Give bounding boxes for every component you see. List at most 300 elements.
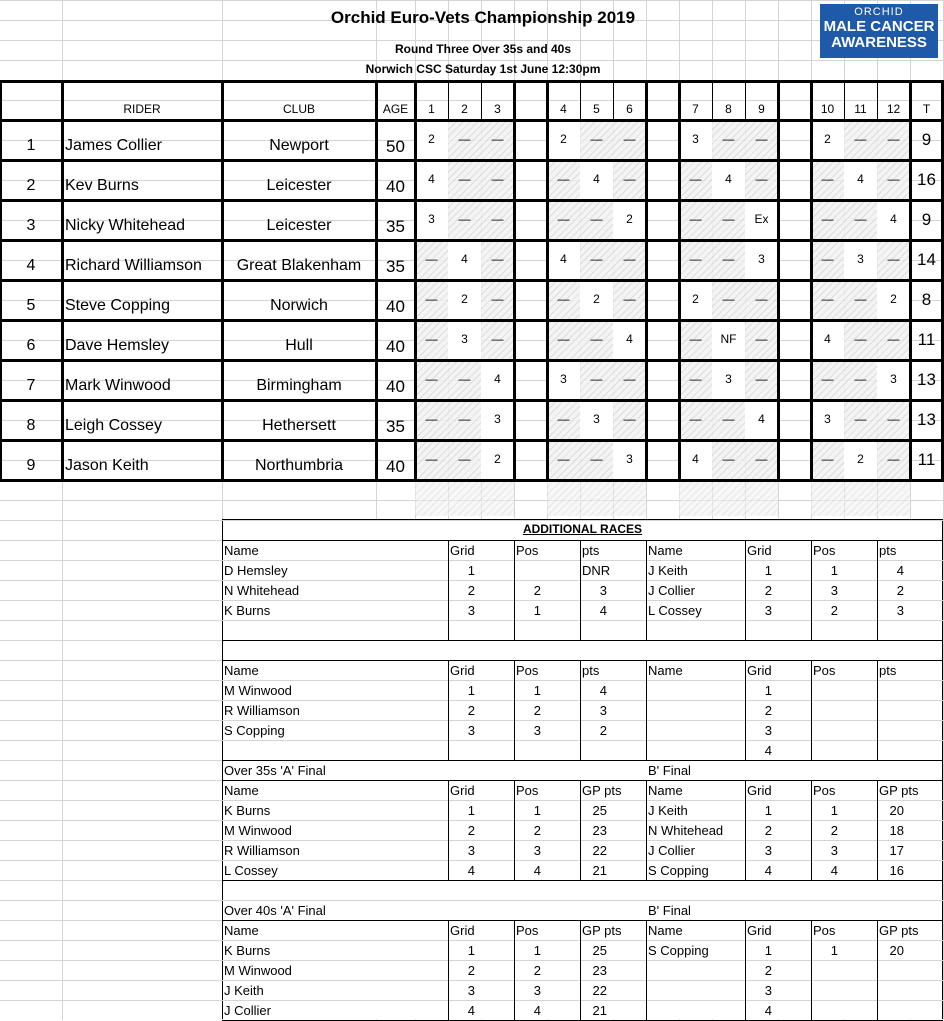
block-divider <box>646 920 647 1020</box>
col-pos: Pos <box>516 923 539 938</box>
rider-club: Norwich <box>270 297 328 314</box>
block-divider <box>646 660 647 760</box>
rider-club: Great Blakenham <box>236 257 362 274</box>
heat-group-shading-tail <box>547 480 646 516</box>
heat-result: — <box>689 372 702 386</box>
race-grid: 3 <box>467 603 475 618</box>
heat-result: 4 <box>461 252 468 266</box>
heat-divider <box>613 80 614 120</box>
col-pts: GP pts <box>582 783 622 798</box>
race-rider-name: D Hemsley <box>224 563 288 578</box>
race-grid: 1 <box>764 943 772 958</box>
race-grid: 1 <box>764 683 772 698</box>
header-heat-3: 3 <box>494 102 501 116</box>
heat-result: 2 <box>494 452 501 466</box>
heat-result: — <box>689 332 702 346</box>
table-border <box>0 80 2 481</box>
heat-result: — <box>755 332 768 346</box>
header-heat-9: 9 <box>758 102 765 116</box>
race-rider-name: J Keith <box>648 803 688 818</box>
header-heat-11: 11 <box>854 102 867 116</box>
race-grid: 2 <box>467 703 475 718</box>
race-pts: 4 <box>599 603 607 618</box>
rider-age: 40 <box>386 337 405 356</box>
page-subtitle-round: Round Three Over 35s and 40s <box>394 42 572 56</box>
col-pts: pts <box>879 663 897 678</box>
rider-total: 13 <box>917 410 936 429</box>
block-rule <box>222 920 943 921</box>
header-age: AGE <box>382 102 409 116</box>
col-name: Name <box>648 543 683 558</box>
header-rider: RIDER <box>123 102 161 116</box>
heat-result: 3 <box>626 452 633 466</box>
heat-result: 4 <box>890 212 897 226</box>
race-pts: 2 <box>896 583 904 598</box>
race-pts: 4 <box>599 683 607 698</box>
race-pts: 20 <box>889 943 904 958</box>
col-pts: GP pts <box>879 923 919 938</box>
rider-age: 40 <box>386 297 405 316</box>
heat-result: — <box>755 172 768 186</box>
rider-total: 9 <box>921 130 932 149</box>
heat-divider <box>877 80 878 120</box>
col-name: Name <box>224 783 259 798</box>
heat-divider <box>745 80 746 120</box>
race-grid: 3 <box>467 723 475 738</box>
block-rule <box>222 780 943 781</box>
heat-result: — <box>722 212 735 226</box>
heat-group-shading-tail <box>415 480 514 516</box>
page-title: Orchid Euro-Vets Championship 2019 <box>330 8 636 27</box>
race-grid: 3 <box>467 843 475 858</box>
heat-result: — <box>491 252 504 266</box>
table-border <box>0 319 944 322</box>
race-grid: 4 <box>467 1003 475 1018</box>
col-pts: pts <box>879 543 897 558</box>
rider-club: Newport <box>269 137 329 154</box>
heat-result: — <box>590 132 603 146</box>
heat-result: 2 <box>890 292 897 306</box>
heat-result: — <box>458 412 471 426</box>
block-rule <box>222 660 943 661</box>
col-name: Name <box>224 923 259 938</box>
table-border <box>678 80 681 481</box>
heat-result: 4 <box>626 332 633 346</box>
header-heat-7: 7 <box>692 102 699 116</box>
rider-total: 11 <box>917 450 936 469</box>
heat-result: — <box>590 332 603 346</box>
race-grid: 2 <box>467 823 475 838</box>
heat-result: — <box>425 452 438 466</box>
race-grid: 1 <box>764 803 772 818</box>
race-pts: 18 <box>889 823 904 838</box>
rider-name: Steve Copping <box>65 297 170 314</box>
heat-result: — <box>425 292 438 306</box>
col-grid: Grid <box>450 663 475 678</box>
race-pos: 1 <box>533 683 541 698</box>
heat-result: — <box>590 372 603 386</box>
heat-result: — <box>425 252 438 266</box>
race-pos: 1 <box>830 943 838 958</box>
rider-total: 14 <box>917 250 936 269</box>
heat-result: — <box>458 372 471 386</box>
heat-result: — <box>722 132 735 146</box>
heat-result: — <box>821 212 834 226</box>
race-rider-name: R Williamson <box>224 703 300 718</box>
race-rider-name: K Burns <box>224 803 271 818</box>
rider-total: 8 <box>921 290 932 309</box>
race-pos: 2 <box>830 823 838 838</box>
orchid-logo <box>820 4 938 58</box>
heat-result: — <box>821 372 834 386</box>
col-name: Name <box>648 663 683 678</box>
heat-result: 4 <box>725 172 732 186</box>
heat-result: — <box>821 172 834 186</box>
heat-result: — <box>821 252 834 266</box>
race-pts: 22 <box>592 843 607 858</box>
heat-result: — <box>623 412 636 426</box>
race-pos: 3 <box>533 983 541 998</box>
table-border <box>0 239 944 242</box>
heat-result: — <box>557 452 570 466</box>
heat-result: — <box>887 412 900 426</box>
col-pos: Pos <box>516 543 539 558</box>
race-pts: 22 <box>592 983 607 998</box>
heat-result: 2 <box>428 132 435 146</box>
rider-club: Leicester <box>266 217 332 234</box>
col-name: Name <box>648 783 683 798</box>
header-heat-2: 2 <box>461 102 468 116</box>
block-divider <box>811 920 812 1020</box>
rider-total: 9 <box>921 210 932 229</box>
heat-result: — <box>623 372 636 386</box>
race-pts: 17 <box>889 843 904 858</box>
col-grid: Grid <box>747 923 772 938</box>
race-grid: 2 <box>467 583 475 598</box>
heat-result: — <box>623 132 636 146</box>
heat-result: NF <box>720 332 737 346</box>
rider-number: 2 <box>26 177 36 194</box>
race-pos: 2 <box>533 583 541 598</box>
race-pos: 3 <box>533 723 541 738</box>
race-grid: 1 <box>764 563 772 578</box>
race-pos: 2 <box>533 963 541 978</box>
header-heat-5: 5 <box>593 102 600 116</box>
final-label: Over 35s 'A' Final <box>224 763 326 778</box>
heat-result: — <box>590 252 603 266</box>
col-grid: Grid <box>450 783 475 798</box>
col-name: Name <box>648 923 683 938</box>
rider-age: 40 <box>386 377 405 396</box>
heat-result: — <box>491 212 504 226</box>
rider-total: 16 <box>917 170 936 189</box>
race-grid: 3 <box>764 983 772 998</box>
header-heat-8: 8 <box>725 102 732 116</box>
rider-number: 5 <box>26 297 36 314</box>
heat-result: — <box>821 452 834 466</box>
heat-result: — <box>557 172 570 186</box>
logo-line-3: AWARENESS <box>831 34 927 51</box>
heat-result: — <box>425 372 438 386</box>
col-name: Name <box>224 663 259 678</box>
col-grid: Grid <box>450 543 475 558</box>
header-club: CLUB <box>282 102 315 116</box>
page-subtitle-venue: Norwich CSC Saturday 1st June 12:30pm <box>365 62 601 76</box>
heat-result: — <box>458 172 471 186</box>
heat-result: 4 <box>857 172 864 186</box>
race-grid: 3 <box>764 723 772 738</box>
rider-name: Dave Hemsley <box>65 337 170 354</box>
race-rider-name: R Williamson <box>224 843 300 858</box>
race-pts: 3 <box>599 703 607 718</box>
block-rule <box>222 880 943 881</box>
rider-number: 6 <box>26 337 36 354</box>
final-label: B' Final <box>648 903 691 918</box>
race-pts: 21 <box>592 863 607 878</box>
heat-result: — <box>854 332 867 346</box>
race-rider-name: K Burns <box>224 943 271 958</box>
table-border <box>0 80 944 83</box>
col-grid: Grid <box>747 543 772 558</box>
rider-age: 35 <box>386 217 405 236</box>
rider-club: Leicester <box>266 177 332 194</box>
heat-result: — <box>458 132 471 146</box>
heat-divider <box>712 80 713 120</box>
table-border <box>909 80 912 481</box>
rider-age: 35 <box>386 417 405 436</box>
block-rule <box>222 540 943 541</box>
heat-result: — <box>722 452 735 466</box>
heat-result: Ex <box>754 212 769 226</box>
table-border <box>0 479 944 482</box>
race-rider-name: S Copping <box>224 723 285 738</box>
heat-result: 3 <box>692 132 699 146</box>
heat-result: — <box>491 132 504 146</box>
rider-name: James Collier <box>65 137 162 154</box>
heat-group-shading-tail <box>679 480 778 516</box>
heat-result: 4 <box>494 372 501 386</box>
heat-result: — <box>854 292 867 306</box>
rider-club: Northumbria <box>254 457 344 474</box>
heat-result: — <box>887 452 900 466</box>
col-pts: GP pts <box>879 783 919 798</box>
heat-result: — <box>491 292 504 306</box>
race-pts: 2 <box>599 723 607 738</box>
heat-result: — <box>491 332 504 346</box>
race-rider-name: N Whitehead <box>648 823 724 838</box>
race-grid: 3 <box>764 843 772 858</box>
rider-name: Nicky Whitehead <box>65 217 186 234</box>
heat-result: 4 <box>560 252 567 266</box>
col-grid: Grid <box>450 923 475 938</box>
race-pos: 3 <box>830 843 838 858</box>
rider-name: Jason Keith <box>65 457 149 474</box>
heat-result: — <box>557 332 570 346</box>
heat-result: — <box>689 172 702 186</box>
rider-number: 9 <box>26 457 36 474</box>
heat-result: — <box>425 412 438 426</box>
race-pos: 1 <box>533 943 541 958</box>
heat-result: 2 <box>857 452 864 466</box>
race-pos: 1 <box>533 603 541 618</box>
heat-result: — <box>623 292 636 306</box>
race-rider-name: J Keith <box>224 983 264 998</box>
heat-result: — <box>755 132 768 146</box>
race-rider-name: J Collier <box>224 1003 271 1018</box>
heat-result: — <box>887 172 900 186</box>
rider-age: 35 <box>386 257 405 276</box>
race-rider-name: J Collier <box>648 843 695 858</box>
race-rider-name: L Cossey <box>224 863 278 878</box>
col-pos: Pos <box>813 783 836 798</box>
race-pts: 3 <box>896 603 904 618</box>
col-pos: Pos <box>813 543 836 558</box>
race-grid: 3 <box>764 603 772 618</box>
heat-result: 4 <box>824 332 831 346</box>
rider-total: 13 <box>917 370 936 389</box>
race-pos: 3 <box>533 843 541 858</box>
col-pts: pts <box>582 663 600 678</box>
race-grid: 1 <box>467 563 475 578</box>
race-pos: 1 <box>830 803 838 818</box>
table-border <box>0 199 944 202</box>
heat-result: 2 <box>461 292 468 306</box>
heat-result: 3 <box>824 412 831 426</box>
rider-number: 8 <box>26 417 36 434</box>
heat-result: — <box>590 452 603 466</box>
col-pos: Pos <box>813 923 836 938</box>
race-pos: 4 <box>533 863 541 878</box>
rider-number: 1 <box>26 137 36 154</box>
heat-result: 3 <box>890 372 897 386</box>
table-border <box>0 359 944 362</box>
heat-result: — <box>557 292 570 306</box>
table-border <box>0 159 944 162</box>
header-heat-1: 1 <box>428 102 435 116</box>
race-pos: 1 <box>533 803 541 818</box>
race-grid: 2 <box>467 963 475 978</box>
heat-divider <box>448 80 449 120</box>
race-pos: 2 <box>533 703 541 718</box>
race-grid: 2 <box>764 963 772 978</box>
race-rider-name: M Winwood <box>224 683 292 698</box>
table-border <box>0 399 944 402</box>
additional-title: ADDITIONAL RACES <box>522 522 643 536</box>
heat-result: 3 <box>593 412 600 426</box>
race-pts: 20 <box>889 803 904 818</box>
race-pts: DNR <box>582 563 611 578</box>
rider-name: Kev Burns <box>65 177 139 194</box>
heat-result: — <box>755 452 768 466</box>
heat-result: — <box>557 212 570 226</box>
heat-result: — <box>854 132 867 146</box>
table-border <box>61 80 64 481</box>
race-pts: 23 <box>592 823 607 838</box>
rider-name: Mark Winwood <box>65 377 171 394</box>
heat-result: 3 <box>560 372 567 386</box>
race-pts: 25 <box>592 803 607 818</box>
race-grid: 4 <box>467 863 475 878</box>
race-rider-name: J Keith <box>648 563 688 578</box>
col-pts: pts <box>582 543 600 558</box>
rider-age: 40 <box>386 457 405 476</box>
race-pos: 4 <box>533 1003 541 1018</box>
col-name: Name <box>224 543 259 558</box>
rider-club: Birmingham <box>256 377 342 394</box>
block-rule <box>222 640 943 641</box>
heat-result: — <box>854 212 867 226</box>
heat-result: — <box>755 292 768 306</box>
heat-result: — <box>458 212 471 226</box>
heat-divider <box>481 80 482 120</box>
race-pos: 3 <box>830 583 838 598</box>
heat-result: 3 <box>428 212 435 226</box>
race-pts: 25 <box>592 943 607 958</box>
header-heat-4: 4 <box>560 102 567 116</box>
col-grid: Grid <box>747 783 772 798</box>
col-pts: GP pts <box>582 923 622 938</box>
table-border <box>414 80 417 481</box>
rider-total: 11 <box>917 330 936 349</box>
block-divider <box>811 660 812 760</box>
race-grid: 4 <box>764 743 772 758</box>
race-grid: 2 <box>764 703 772 718</box>
race-rider-name: L Cossey <box>648 603 702 618</box>
col-pos: Pos <box>813 663 836 678</box>
race-pos: 2 <box>830 603 838 618</box>
race-pts: 3 <box>599 583 607 598</box>
race-pts: 16 <box>889 863 904 878</box>
rider-name: Leigh Cossey <box>65 417 162 434</box>
heat-result: 4 <box>428 172 435 186</box>
race-grid: 2 <box>764 583 772 598</box>
race-grid: 4 <box>764 863 772 878</box>
table-border <box>546 80 549 481</box>
race-pos: 4 <box>830 863 838 878</box>
logo-line-1: ORCHID <box>854 6 904 18</box>
rider-number: 4 <box>26 257 36 274</box>
heat-result: — <box>755 372 768 386</box>
heat-result: — <box>722 292 735 306</box>
final-label: B' Final <box>648 763 691 778</box>
heat-result: — <box>623 252 636 266</box>
table-border <box>375 80 378 481</box>
table-border <box>645 80 648 481</box>
table-border <box>513 80 516 481</box>
race-rider-name: M Winwood <box>224 823 292 838</box>
race-pts: 23 <box>592 963 607 978</box>
table-border <box>0 439 944 442</box>
race-grid: 3 <box>467 983 475 998</box>
heat-result: — <box>689 212 702 226</box>
rider-name: Richard Williamson <box>65 257 202 274</box>
race-rider-name: M Winwood <box>224 963 292 978</box>
header-heat-12: 12 <box>886 102 901 116</box>
header-total: T <box>922 102 931 116</box>
block-divider <box>877 660 878 760</box>
heat-divider <box>844 80 845 120</box>
heat-result: — <box>689 412 702 426</box>
table-border <box>777 80 780 481</box>
rider-age: 40 <box>386 177 405 196</box>
rider-club: Hethersett <box>262 417 336 434</box>
heat-result: — <box>887 252 900 266</box>
heat-result: — <box>854 412 867 426</box>
heat-result: — <box>722 252 735 266</box>
race-grid: 2 <box>764 823 772 838</box>
rider-age: 50 <box>386 137 405 156</box>
heat-result: — <box>722 412 735 426</box>
